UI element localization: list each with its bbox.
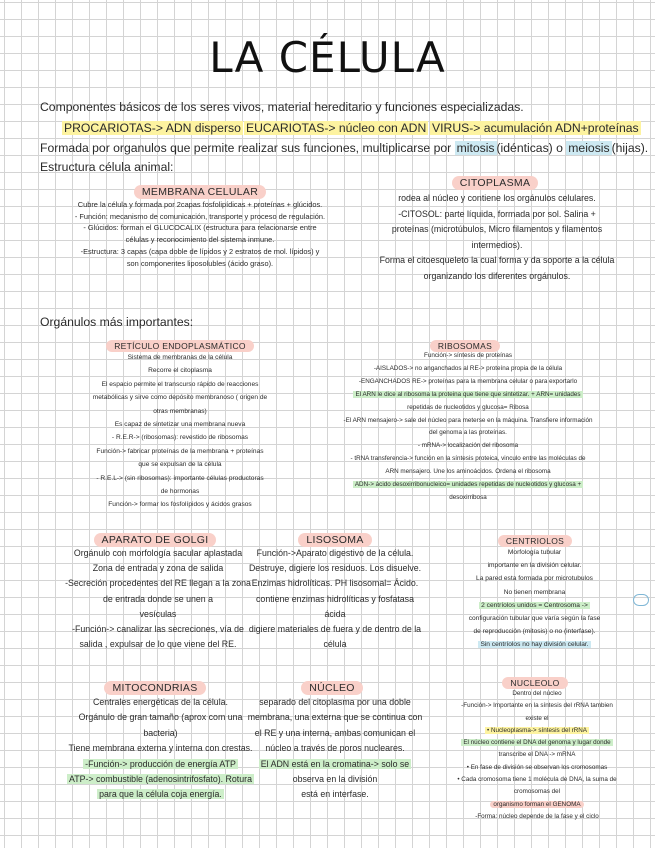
ribosomas-text: Función-> síntesis de proteínas -AISLADOS-> no anganchados al RE-> proteína propia de la célula -ENGANCHADOS RE-> proteínas para la membrana celular o para exportarlo El ARN le dice al ribosoma la proteina que tiene que sintetizar. + ARN= unidades repetidas de nucleotidos y glucosa= Ribosa -El ARN mensajero-> sale del núcleo para meterse en la máquina. Transfiere información del genoma a las proteínas. - mRNA-> localización del ribosoma - tRNA transferencia-> función en la síntesis proteica, vinculo entre las moléculas de ARN mensajero. Une los aminoácidos. Ordena el ribosoma ADN-> ácido desoxirribonucleico= unidades repetidas de nucleotidos y glucosa + desoxirribosa xyxy=(343,352,593,501)
formada-line: Formada por organulos que permite realizar sus funciones, multiplicarse por mitosis (idénticas) o meiosis (hijas). xyxy=(40,141,649,155)
nucleolo-text: Dentro del núcleo -Función-> Importante en la síntesis del rRNA tambien existe el • Nucleoplasma-> síntesis del rRNA El núcleo contiene el DNA del genoma y lugar donde transcribe el DNA -> mRNA • En fase de división se observan los cromosomas • Cada cromosoma tiene 1 molécula de DNA, la suma de cromosomas del organismo forman el GENOMA -Forma: núcleo depende de la fase y el ciclo xyxy=(457,690,617,820)
membrana-text: Cubre la célula y formada por 2capas fosfolipídicas + proteínas + glúcidos. - Función: mecanismo de comunicación, transporte y proceso de regulación. - Glúcidos: forman el GLUCOCALIX (estructura para relacionarse entre células y reconocimiento del sistema inmune. -Estructura: 3 capas (capa doble de lípidos y 2 estratos de mol. lípidos) y son componentes liposolubles (ácido graso). xyxy=(74,200,326,268)
organulos-title: Orgánulos más importantes: xyxy=(40,315,194,329)
procariotas-label: PROCARIOTAS-> ADN disperso xyxy=(64,121,241,135)
reticulo-text: Sistema de membranas de la célula Recorre el citoplasma El espacio permite el transcurso rápido de reacciones metabólicas y sirve como depósito membranoso ( origen de otras membranas) Es capaz de sintetizar una membrana nueva - R.E.R-> (ribosomas): revestido de ribosomas Función-> fabricar proteínas de la membrana + proteínas que se expulsan de la célula - R.E.L-> (sin ribosomas): importante células productoras de hormonas Función-> formar los fosfolípidos y ácidos grasos xyxy=(92,354,268,509)
nucleo-heading: NÚCLEO xyxy=(262,678,402,696)
eucariotas-label: EUCARIOTAS-> núcleo con ADN xyxy=(246,121,427,135)
scroll-marker-icon xyxy=(633,594,649,606)
ribosomas-heading: RIBOSOMAS xyxy=(390,336,540,354)
virus-label: VIRUS-> acumulación ADN+proteínas xyxy=(432,121,639,135)
page-title: LA CÉLULA xyxy=(209,33,446,82)
centriolos-heading: CENTRIOLOS xyxy=(460,531,610,549)
mitocondrias-text: Centrales energéticas de la célula. Orgánulo de gran tamaño (aprox com una bacteria) Tiene membrana externa y interna con crestas. -Función-> producción de energía ATP ATP-> combustible (adenosintrifosfato). Rotura para que la célula coja energía. xyxy=(68,697,253,800)
mitocondrias-heading: MITOCONDRIAS xyxy=(55,678,255,696)
membrana-heading: MEMBRANA CELULAR xyxy=(50,182,350,200)
golgi-text: Orgánulo con morfología sacular aplastada Zona de entrada y zona de salida -Secreción procedentes del RE llegan a la zona de entrada donde se unen a vesículas -Función-> canalizar las secreciones, vía de salida , expulsar de lo que viene del RE. xyxy=(65,548,251,650)
nucleolo-heading: NUCLEOLO xyxy=(465,673,605,691)
golgi-heading: APARATO DE GOLGI xyxy=(55,530,255,548)
centriolos-text: Morfología tubular importante en la división celular. La pared esta formada por microtubulos No tienen membrana 2 centríolos unidos = Centrosoma -> configuración tubular que varía según la fase de reproducción (mitosis) o no (interfase). Sin centríolos no hay división celular. xyxy=(468,549,601,649)
citoplasma-text: rodea al núcleo y contiene los orgánulos celulares. -CITOSOL: parte líquida, formada por sol. Salina + proteínas (microtúbulos, Micro filamentos y filamentos intermedios). Forma el citoesqueleto la cual forma y da soporte a la célula organizando los diferentes orgánulos. xyxy=(379,193,615,281)
estructura-label: Estructura célula animal: xyxy=(40,160,174,174)
lisosoma-text: Función->Aparato digestivo de la célula. Destruye, digiere los residuos. Los disuelve. Enzimas hidrolíticas. PH lisosomal= Ácido. contiene enzimas hidrolíticas y fosfatasa ácida digiere materiales de fuera y de dentro de la célula xyxy=(248,548,422,650)
reticulo-heading: RETÍCULO ENDOPLASMÁTICO xyxy=(60,336,300,354)
lisosoma-heading: LISOSOMA xyxy=(255,530,415,548)
intro-line: Componentes básicos de los seres vivos, material hereditario y funciones especializadas. xyxy=(40,100,524,114)
nucleo-text: separado del citoplasma por una doble membrana, una externa que se continua con el RE y una interna, ambas comunican el núcleo a través de poros nucleares. El ADN está en la cromatina-> solo se observa en la división está en interfase. xyxy=(247,697,423,800)
citoplasma-heading: CITOPLASMA xyxy=(395,173,595,191)
